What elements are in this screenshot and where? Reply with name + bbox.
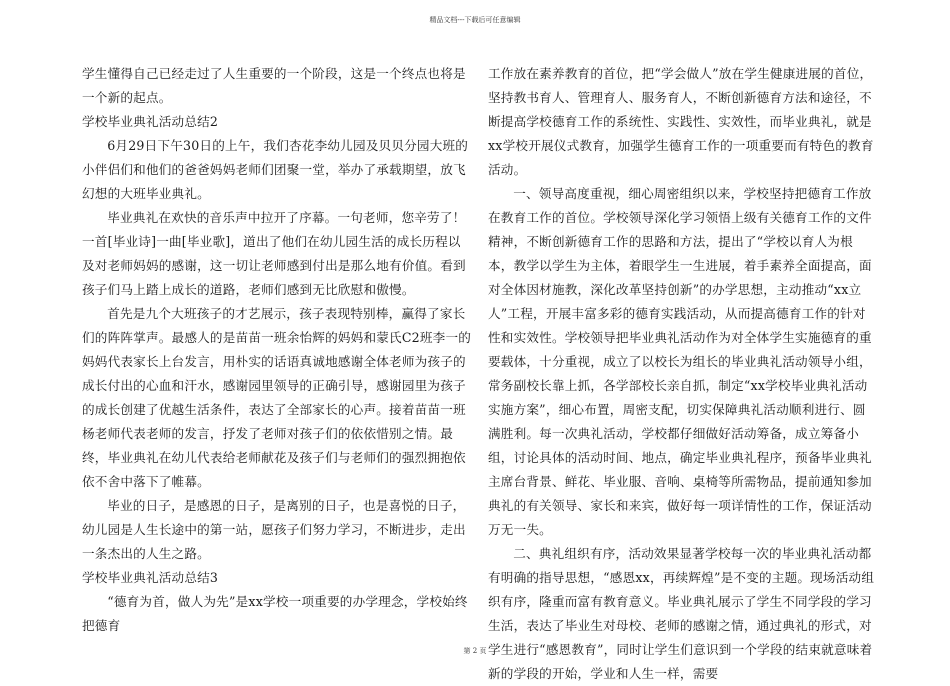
paragraph: 首先是九个大班孩子的才艺展示，孩子表现特别棒，赢得了家长们的阵阵掌声。最感人的是苗苗一班余怡辉的妈妈和蒙氏C2班李一的妈妈代表家长上台发言，用朴实的话语真诚地感谢全体老师为孩子的成长付出的心血和汗水，感谢园里领导的正确引导，感谢园里为孩子的成长创建了优越生活条件，表达了全部家长的心声。接着苗苗一班杨老师代表老师的发言，抒发了老师对孩子们的依依惜别之情。最终，毕业典礼在幼儿代表给老师献花及孩子们与老师们的强烈拥抱依依不舍中落下了帷幕。 — [82, 306, 472, 489]
paragraph: 学生懂得自己已经走过了人生重要的一个阶段，这是一个终点也将是一个新的起点。 — [82, 66, 466, 105]
page-number: 第 2 页 — [463, 647, 487, 655]
paragraph: 一、领导高度重视，细心周密组织以来，学校坚持把德育工作放在教育工作的首位。学校领导深化学习领悟上级有关德育工作的文件精神，不断创新德育工作的思路和方法，提出了“学校以育人为根本，教学以学生为主体，着眼学生一生进展，着手素养全面提高，面对全体因材施教，深化改革坚持创新”的办学思想，主动推动“xx立人”工程，开展丰富多彩的德育实践活动，从而提高德育工作的针对性和实效性。学校领导把毕业典礼活动作为对全体学生实施德育的重要载体，十分重视，成立了以校长为组长的毕业典礼活动领导小组，常务副校长靠上抓，各学部校长亲自抓，制定“xx学校毕业典礼活动实施方案”，细心布置，周密支配，切实保障典礼活动顺利进行、圆满胜利。每一次典礼活动，学校都仔细做好活动筹备，成立筹备小组，讨论具体的活动时间、地点，确定毕业典礼程序，预备毕业典礼主席台背景、鲜花、毕业服、音响、桌椅等所需物品，提前通知参加典礼的有关领导、家长和来宾，做好每一项详情性的工作，保证活动万无一失。 — [488, 186, 872, 537]
paragraph: 毕业的日子，是感恩的日子，是离别的日子，也是喜悦的日子，幼儿园是人生长途中的第一站，愿孩子们努力学习，不断进步，走出一条杰出的人生之路。 — [82, 498, 466, 561]
section-heading: 学校毕业典礼活动总结3 — [82, 570, 219, 585]
page-header: 精品文档---下载后可任意编辑 — [429, 16, 521, 24]
paragraph: 工作放在素养教育的首位，把“学会做人”放在学生健康进展的首位，坚持教书育人、管理育人、服务育人，不断创新德育方法和途径，不断提高学校德育工作的系统性、实践性、实效性，而毕业典礼，就是xx学校开展仪式教育，加强学生德育工作的一项重要而有特色的教育活动。 — [488, 66, 874, 177]
paragraph: 6月29日下午30日的上午，我们杏花李幼儿园及贝贝分园大班的小伴侣们和他们的爸爸妈妈老师们团聚一堂，举办了承载期望，放飞幻想的大班毕业典礼。 — [82, 138, 469, 201]
paragraph: 毕业典礼在欢快的音乐声中拉开了序幕。一句老师，您辛劳了！一首[毕业诗]一曲[毕业歌]，道出了他们在幼儿园生活的成长历程以及对老师妈妈的感谢，这一切让老师感到付出是那么地有价值。看到孩子们马上踏上成长的道路，老师们感到无比欣慰和傲慢。 — [82, 210, 466, 297]
right-column — [488, 62, 878, 686]
left-column — [82, 62, 472, 638]
paragraph: 二、典礼组织有序，活动效果显著学校每一次的毕业典礼活动都有明确的指导思想，“感恩xx，再续辉煌”是不变的主题。现场活动组织有序，隆重而富有教育意义。毕业典礼展示了学生不同学段的学习生活，表达了毕业生对母校、老师的感谢之情，通过典礼的形式，对学生进行“感恩教育”，同时让学生们意识到一个学段的结束就意味着新的学段的开始，学业和人生一样，需要 — [488, 546, 875, 681]
paragraph: “德育为首，做人为先”是xx学校一项重要的办学理念，学校始终把德育 — [82, 594, 468, 633]
section-heading: 学校毕业典礼活动总结2 — [82, 114, 219, 129]
